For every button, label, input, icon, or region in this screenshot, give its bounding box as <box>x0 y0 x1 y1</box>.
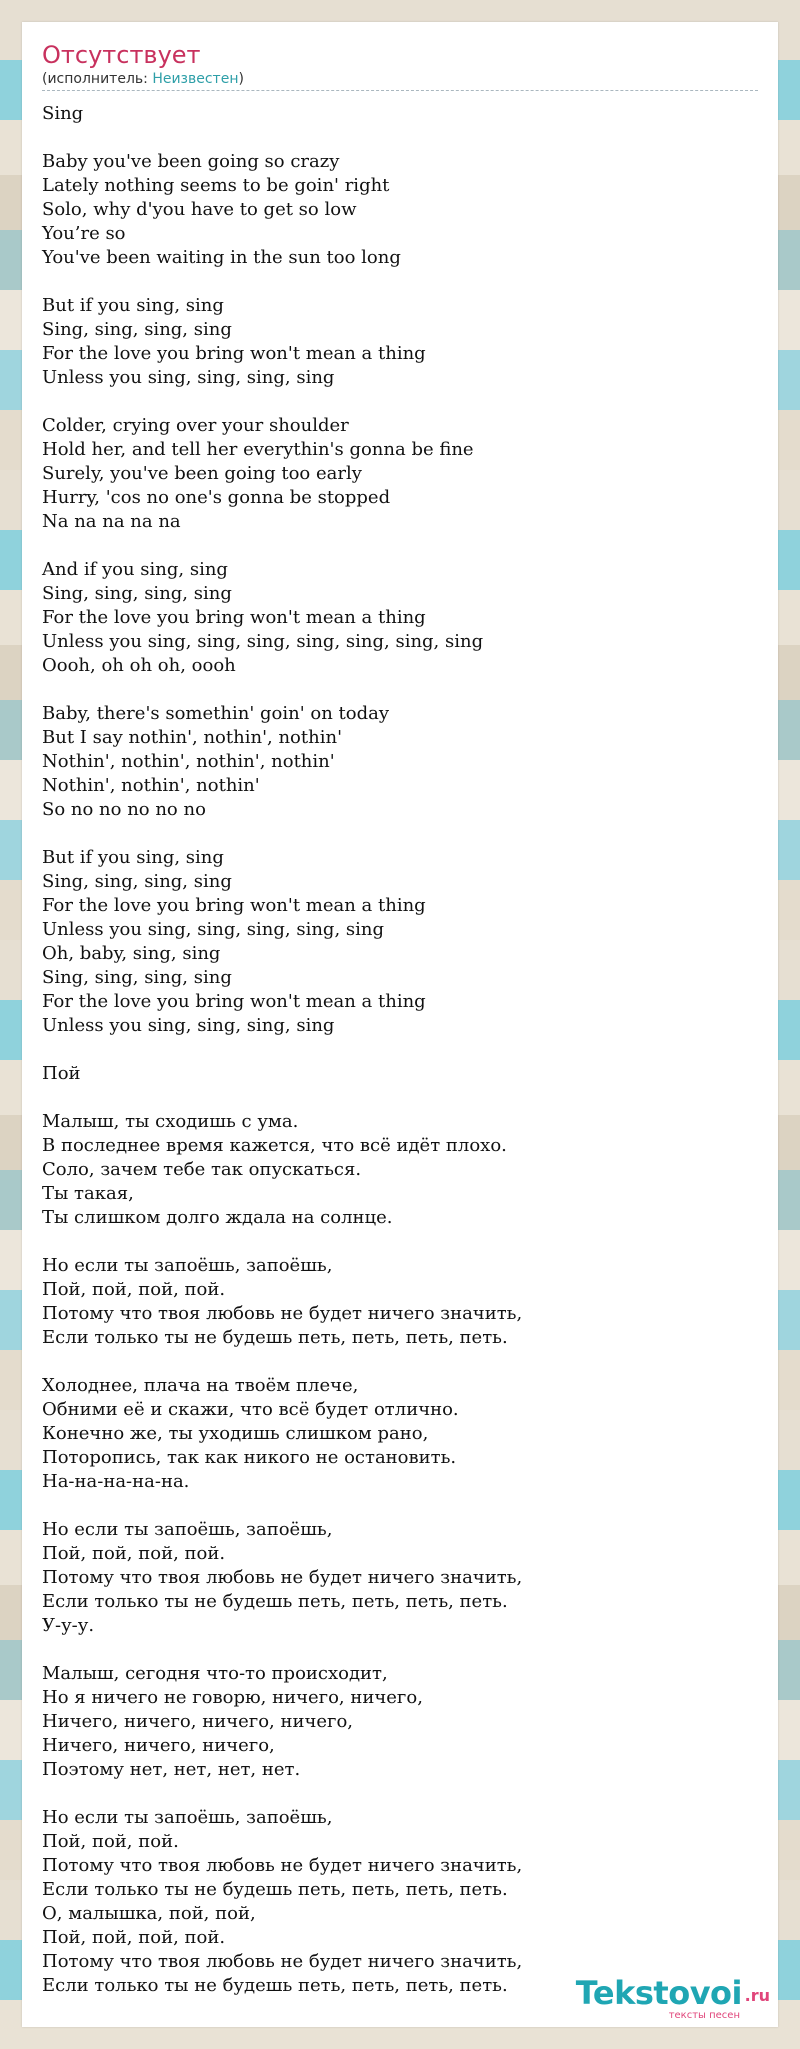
logo-name: Tekstovoi <box>575 1974 742 2012</box>
artist-line <box>42 70 758 88</box>
song-header <box>42 40 758 91</box>
site-logo[interactable] <box>550 1975 770 2023</box>
artist-link[interactable]: Неизвестен <box>152 71 239 87</box>
artist-prefix: (исполнитель: <box>42 71 153 87</box>
artist-suffix: ) <box>238 71 244 87</box>
logo-tagline: тексты песен <box>668 2010 740 2021</box>
lyrics-card <box>22 22 778 2027</box>
logo-tld: .ru <box>744 1986 770 2005</box>
song-title: Отсутствует <box>42 41 201 69</box>
lyrics-text: Sing Baby you've been going so crazy Lately nothing seems to be goin' right Solo, why d'you have to get so low You’re so You've been waiting in the sun too long But if you sing, sing Sing, sing, sing, sing For the love you bring won't mean a thing Unless you sing, sing, sing, sing Colder, crying over your shoulder Hold her, and tell her everythin's gonna be fine Surely, you've been going too early Hurry, 'cos no one's gonna be stopped Na na na na na And if you sing, sing Sing, sing, sing, sing For the love you bring won't mean a thing Unless you sing, sing, sing, sing, sing, sing, sing Oooh, oh oh oh, oooh Baby, there's somethin' goin' on today But I say nothin', nothin', nothin' Nothin', nothin', nothin', nothin' Nothin', nothin', nothin' So no no no no no But if you sing, sing Sing, sing, sing, sing For the love you bring won't mean a thing Unless you sing, sing, sing, sing, sing Oh, baby, sing, sing Sing, sing, sing, sing For the love you bring won't mean a thing Unless you sing, sing, sing, sing Пой Малыш, ты сходишь с ума. В последнее время кажется, что всё идёт плохо. Соло, зачем тебе так опускаться. Ты такая, Ты слишком долго ждала на солнце. Но если ты запоёшь, запоёшь, Пой, пой, пой, пой. Потому что твоя любовь не будет ничего значить, Если только ты не будешь петь, петь, петь, петь. Холоднее, плача на твоём плече, Обними её и скажи, что всё будет отлично. Конечно же, ты уходишь слишком рано, Поторопись, так как никого не остановить. На-на-на-на-на. Но если ты запоёшь, запоёшь, Пой, пой, пой, пой. Потому что твоя любовь не будет ничего значить, Если только ты не будешь петь, петь, петь, петь. У-у-у. Малыш, сегодня что-то происходит, Но я ничего не говорю, ничего, ничего, Ничего, ничего, ничего, ничего, Ничего, ничего, ничего, Поэтому нет, нет, нет, нет. Но если ты запоёшь, запоёшь, Пой, пой, пой. Потому что твоя любовь не будет ничего значить, Если только ты не будешь петь, петь, петь, петь. О, малышка, пой, пой, Пой, пой, пой, пой. Потому что твоя любовь не будет ничего значить, Если только ты не будешь петь, петь, петь, петь. <box>42 103 523 1996</box>
